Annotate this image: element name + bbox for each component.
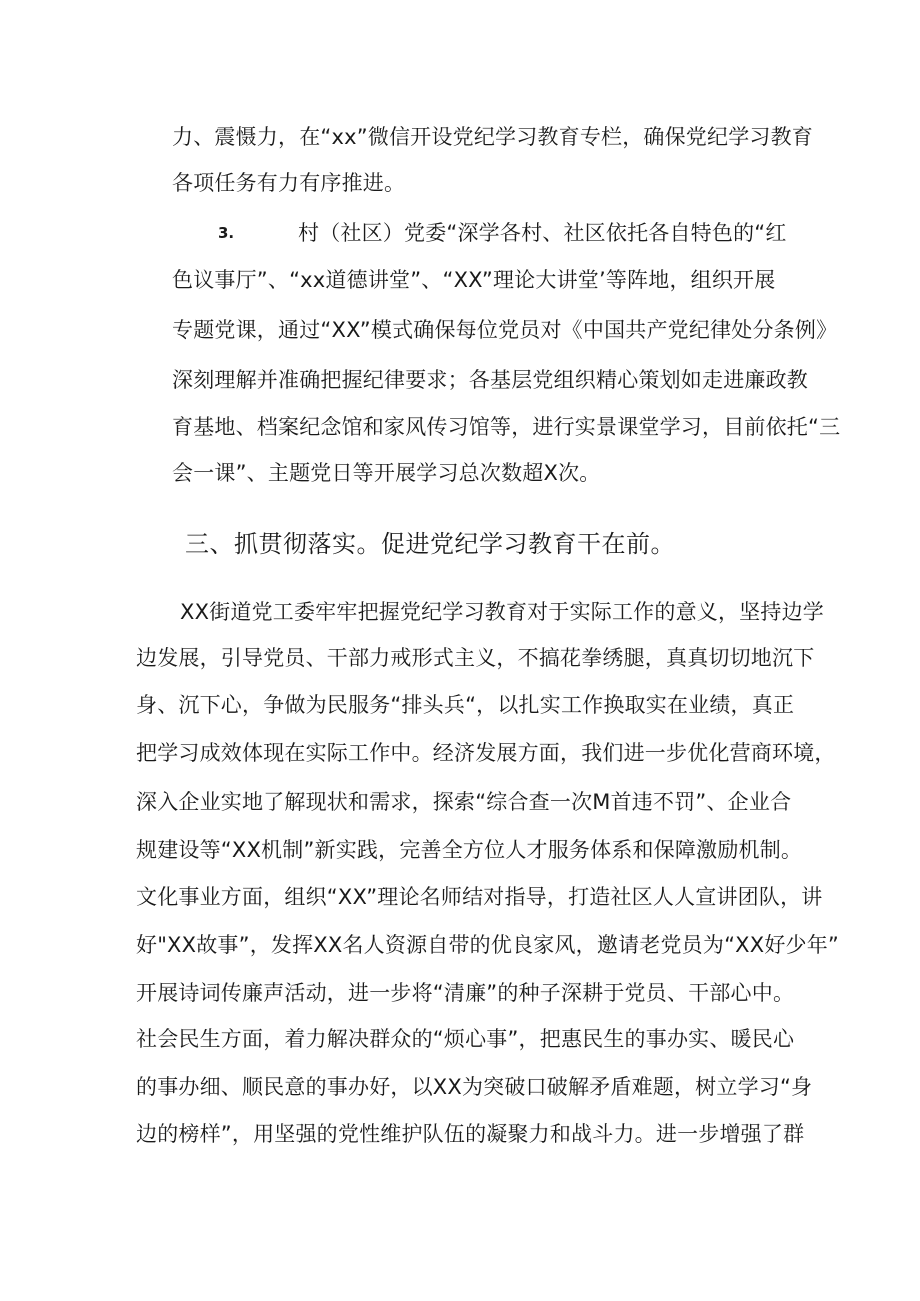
paragraph-line: 把学习成效体现在实际工作中。经济发展方面，我们进一步优化营商环境， — [136, 741, 836, 765]
paragraph-line: 色议事厅”、“xx道德讲堂”、“XX”理论大讲堂’等阵地，组织开展 — [172, 268, 776, 292]
list-item-number: 3. — [218, 224, 235, 242]
paragraph-line: XX街道党工委牢牢把握党纪学习教育对于实际工作的意义，坚持边学 — [180, 600, 824, 624]
paragraph-line: 会一课”、主题党日等开展学习总次数超X次。 — [172, 461, 601, 485]
paragraph-line: 深刻理解并准确把握纪律要求；各基层党组织精心策划如走进廉政教 — [172, 368, 808, 392]
paragraph-line: 身、沉下心，争做为民服务“排头兵“，以扎实工作换取实在业绩，真正 — [136, 693, 795, 717]
paragraph-line: 边发展，引导党员、干部力戒形式主义，不搞花拳绣腿，真真切切地沉下 — [136, 646, 815, 670]
paragraph-line: 文化事业方面，组织“XX”理论名师结对指导，打造社区人人宣讲团队，讲 — [136, 885, 823, 909]
paragraph-line: 育基地、档案纪念馆和家风传习馆等，进行实景课堂学习，目前依托“三 — [172, 415, 841, 439]
paragraph-line: 规建设等“XX机制”新实践，完善全方位人才服务体系和保障激励机制。 — [136, 838, 803, 862]
paragraph-line: 社会民生方面，着力解决群众的“烦心事”，把惠民生的事办实、暖民心 — [136, 1027, 795, 1051]
paragraph-line: 各项任务有力有序推进。 — [172, 171, 406, 195]
paragraph-line: 力、震慑力，在“xx”微信开设党纪学习教育专栏，确保党纪学习教育 — [172, 125, 814, 149]
paragraph-line: 深入企业实地了解现状和需求，探索“综合查一次M首违不罚”、企业合 — [136, 790, 792, 814]
paragraph-line: 专题党课，通过“XX”模式确保每位党员对《中国共产党纪律处分条例》 — [172, 318, 838, 342]
paragraph-line: 的事办细、顺民意的事办好，以XX为突破口破解矛盾难题，树立学习“身 — [136, 1075, 813, 1099]
paragraph-line: 开展诗词传廉声活动，进一步将“清廉”的种子深耕于党员、干部心中。 — [136, 981, 795, 1005]
paragraph-line: 好"XX故事”，发挥XX名人资源自带的优良家风，邀请老党员为“XX好少年” — [136, 933, 840, 957]
section-heading: 三、抓贯彻落实。促进党纪学习教育干在前。 — [185, 530, 675, 558]
paragraph-line: 边的榜样”，用坚强的党性维护队伍的凝聚力和战斗力。进一步增强了群 — [136, 1122, 805, 1146]
paragraph-line: 村（社区）党委“深学各村、社区依托各自特色的“红 — [298, 221, 787, 245]
